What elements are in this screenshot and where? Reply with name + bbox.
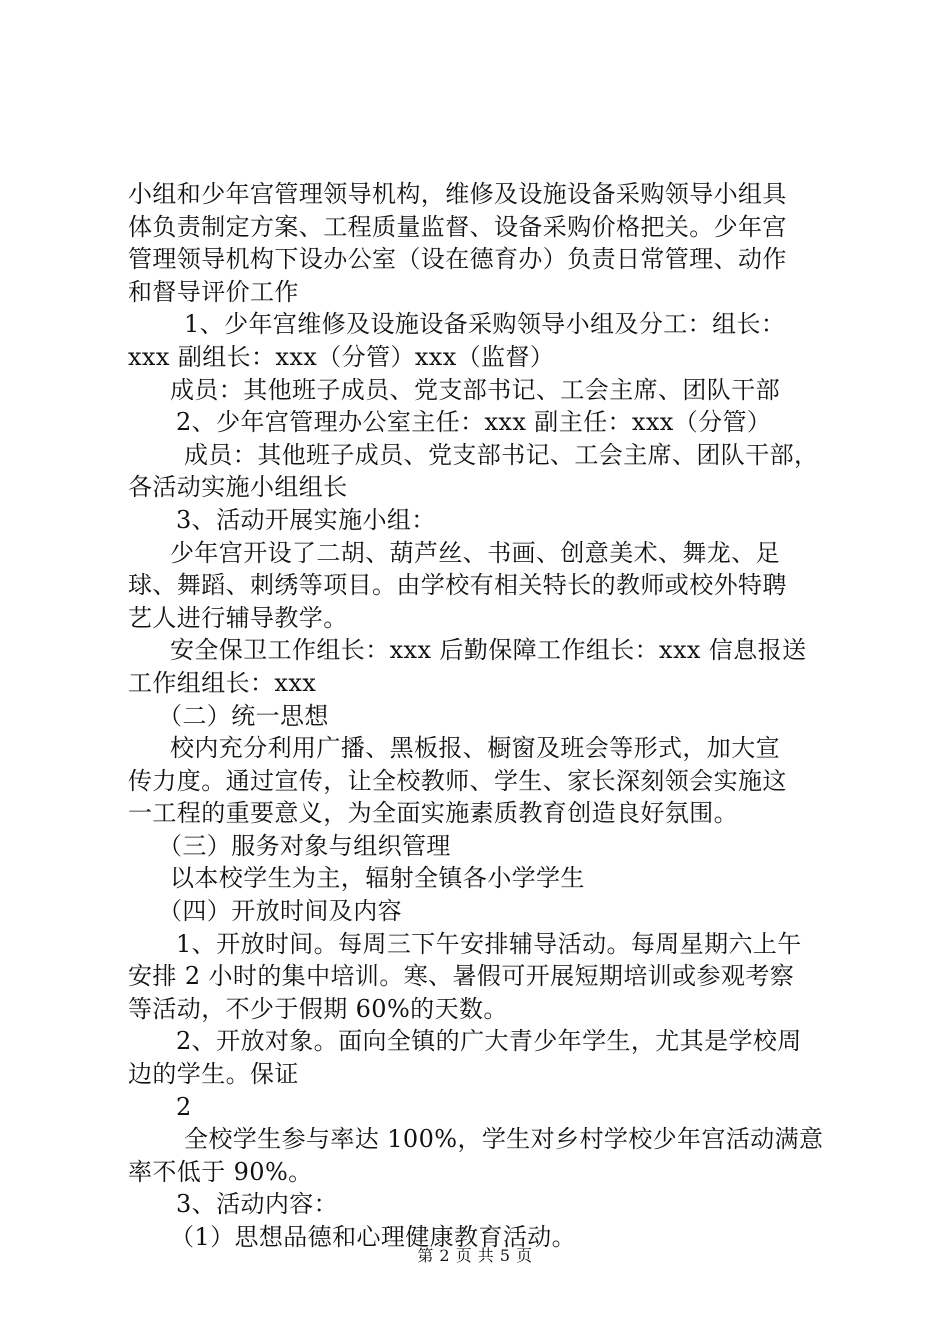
paragraph-line: 以本校学生为主，辐射全镇各小学学生 (170, 864, 585, 893)
paragraph-line: xxx 副组长：xxx（分管）xxx（监督） (128, 342, 555, 371)
paragraph-line: 和督导评价工作 (128, 277, 299, 306)
document-body (128, 178, 828, 1254)
section-heading: （二）统一思想 (158, 701, 329, 730)
paragraph-line: 校内充分利用广播、黑板报、橱窗及班会等形式，加大宣 (170, 734, 780, 763)
paragraph-line: 2、开放对象。面向全镇的广大青少年学生，尤其是学校周 (176, 1027, 802, 1056)
paragraph-line: 小组和少年宫管理领导机构，维修及设施设备采购领导小组具 (128, 180, 787, 208)
paragraph-line: 各活动实施小组组长 (128, 473, 348, 502)
section-heading: （三）服务对象与组织管理 (158, 831, 451, 860)
paragraph-line: 成员：其他班子成员、党支部书记、工会主席、团队干部， (184, 440, 819, 469)
paragraph-line: 等活动，不少于假期 60%的天数。 (128, 994, 508, 1023)
paragraph-line: 2、少年宫管理办公室主任：xxx 副主任：xxx（分管） (176, 408, 772, 437)
section-heading: （四）开放时间及内容 (158, 897, 402, 926)
paragraph-line: 1、少年宫维修及设施设备采购领导小组及分工：组长： (184, 310, 786, 339)
paragraph-line: 率不低于 90%。 (128, 1157, 313, 1186)
paragraph-line: 安排 2 小时的集中培训。寒、暑假可开展短期培训或参观考察 (128, 962, 795, 991)
paragraph-line: 体负责制定方案、工程质量监督、设备采购价格把关。少年宫 (128, 212, 787, 241)
paragraph-line: 3、活动内容： (176, 1190, 339, 1219)
paragraph-line: （1）思想品德和心理健康教育活动。 (170, 1223, 577, 1251)
paragraph-line: 传力度。通过宣传，让全校教师、学生、家长深刻领会实施这 (128, 766, 787, 795)
paragraph-line: 工作组组长：xxx (128, 668, 317, 697)
paragraph-line: 全校学生参与率达 100%，学生对乡村学校少年宫活动满意 (184, 1125, 824, 1154)
paragraph-line: 安全保卫工作组长：xxx 后勤保障工作组长：xxx 信息报送 (170, 636, 807, 665)
paragraph-line: 管理领导机构下设办公室（设在德育办）负责日常管理、动作 (128, 245, 787, 274)
paragraph-line: 球、舞蹈、刺绣等项目。由学校有相关特长的教师或校外特聘 (128, 571, 787, 600)
page-footer: 第 2 页 共 5 页 (417, 1246, 533, 1265)
paragraph-line: 少年宫开设了二胡、葫芦丝、书画、创意美术、舞龙、足 (170, 538, 780, 567)
stray-page-number: 2 (176, 1092, 192, 1121)
paragraph-line: 艺人进行辅导教学。 (128, 603, 348, 632)
paragraph-line: 3、活动开展实施小组： (176, 505, 436, 534)
paragraph-line: 1、开放时间。每周三下午安排辅导活动。每周星期六上午 (176, 929, 802, 958)
paragraph-line: 边的学生。保证 (128, 1060, 299, 1089)
paragraph-line: 成员：其他班子成员、党支部书记、工会主席、团队干部 (170, 375, 780, 404)
paragraph-line: 一工程的重要意义，为全面实施素质教育创造良好氛围。 (128, 799, 738, 828)
